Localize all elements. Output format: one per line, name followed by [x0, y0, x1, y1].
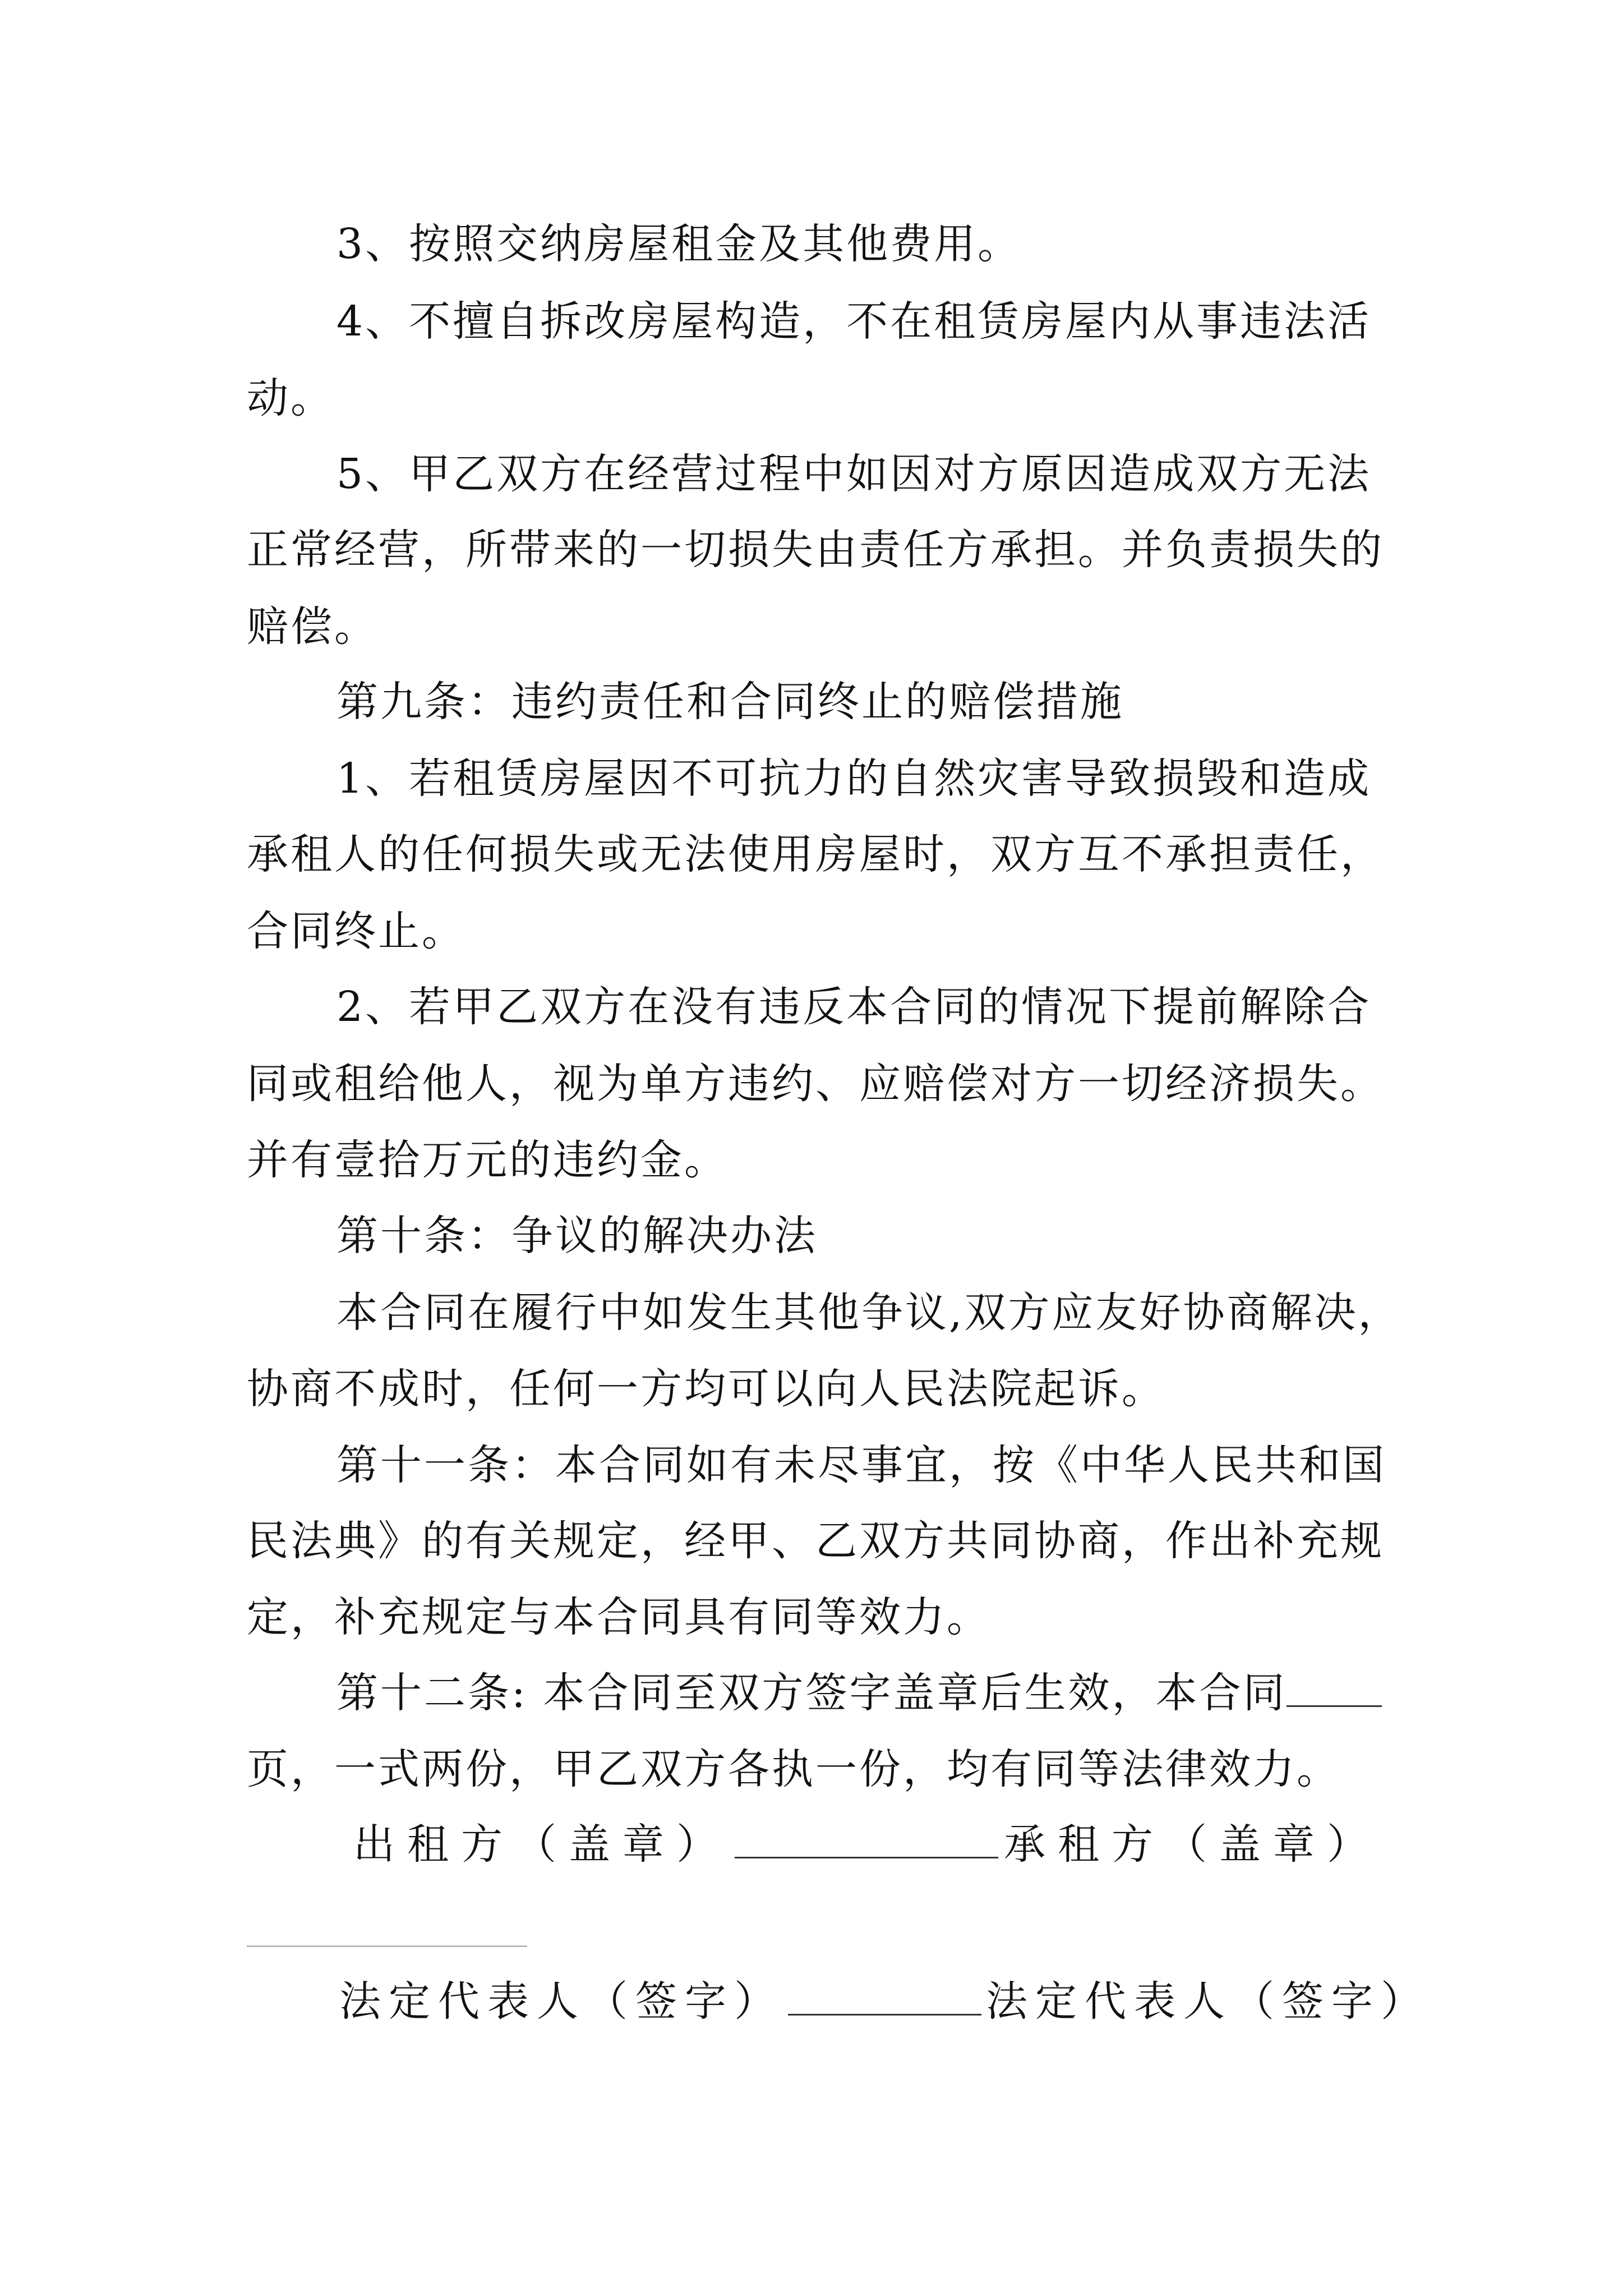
article-heading: 第十条：争议的解决办法 [336, 1212, 818, 1260]
clause-line: 民法典》的有关规定，经甲、乙双方共同协商，作出补充规 [247, 1517, 1384, 1565]
representative-row [339, 1973, 1430, 2030]
clause-line: 并有壹拾万元的违约金。 [247, 1136, 728, 1184]
clause-line: 3、按照交纳房屋租金及其他费用。 [336, 220, 1022, 268]
clause-line: 本合同在履行中如发生其他争议,双方应友好协商解决， [336, 1289, 1402, 1337]
clause-line: 同或租给他人，视为单方违约、应赔偿对方一切经济损失。 [247, 1060, 1384, 1108]
lessee-seal-label: 承租方（盖章） [1004, 1820, 1381, 1869]
divider [247, 1945, 527, 1947]
article-heading: 第十一条：本合同如有未尽事宜，按《中华人民共和国 [336, 1441, 1386, 1489]
clause-line: 合同终止。 [247, 907, 465, 955]
lessor-seal-label: 出租方（盖章） [353, 1820, 730, 1869]
clause-line: 5、甲乙双方在经营过程中如因对方原因造成双方无法 [336, 450, 1372, 498]
clause-line: 页，一式两份，甲乙双方各执一份，均有同等法律效力。 [247, 1745, 1340, 1793]
rep-blank [788, 1981, 981, 2016]
page-count-blank [1287, 1673, 1382, 1707]
clause-line: 赔偿。 [247, 602, 378, 651]
clause-line: 正常经营，所带来的一切损失由责任方承担。并负责损失的 [247, 526, 1384, 574]
clause-line: 协商不成时，任何一方均可以向人民法院起诉。 [247, 1365, 1165, 1413]
article-heading: 第九条：违约责任和合同终止的赔偿措施 [336, 678, 1124, 726]
clause-line: 1、若租赁房屋因不可抗力的自然灾害导致损毁和造成 [336, 754, 1372, 803]
clause-text: 第十二条: 本合同至双方签字盖章后生效，本合同 [336, 1669, 1287, 1717]
lessee-rep-label: 法定代表人（签字） [986, 1977, 1430, 2026]
lessor-seal-row [353, 1816, 1381, 1872]
clause-line: 定，补充规定与本合同具有同等效力。 [247, 1593, 990, 1641]
article-heading [336, 1665, 1382, 1721]
clause-line: 2、若甲乙双方在没有违反本合同的情况下提前解除合 [336, 983, 1372, 1031]
clause-line: 承租人的任何损失或无法使用房屋时，双方互不承担责任， [247, 830, 1384, 878]
clause-line: 动。 [247, 374, 334, 422]
lessor-rep-label: 法定代表人（签字） [339, 1977, 783, 2026]
seal-blank [735, 1824, 998, 1858]
clause-line: 4、不擅自拆改房屋构造，不在租赁房屋内从事违法活 [336, 297, 1372, 346]
